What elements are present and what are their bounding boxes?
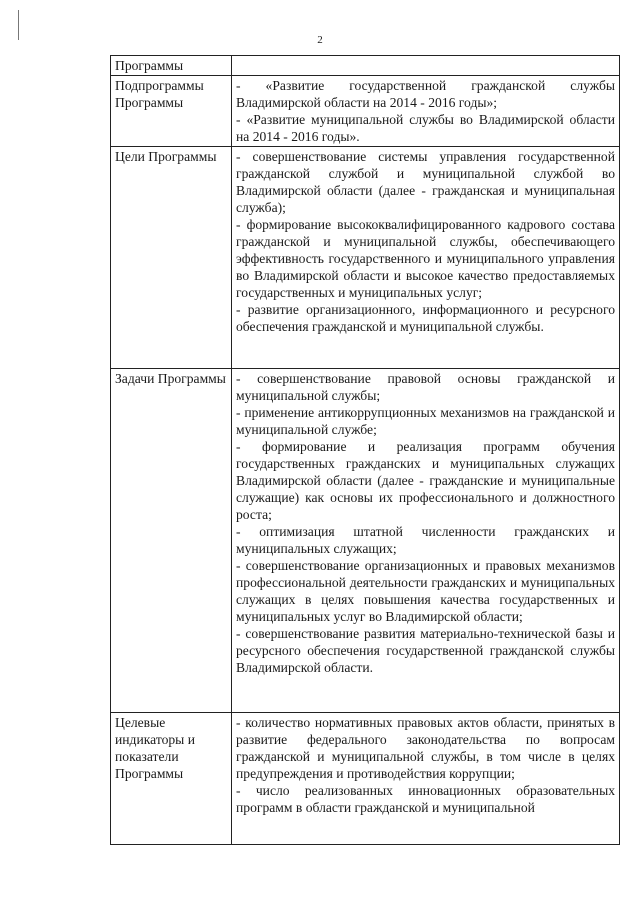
- indicator-item: - число реализованных инновационных образовательных программ в области гражданской и муниципальной: [236, 783, 615, 815]
- table-row-program: [111, 56, 620, 76]
- task-item: - применение антикоррупционных механизмов на гражданской и муниципальной службе;: [236, 405, 615, 437]
- label-program: Программы: [111, 56, 232, 76]
- task-item: - совершенствование организационных и правовых механизмов профессиональной деятельности гражданских и муниципальных служащих в целях повышения качества государственных и муниципальных услуг во Владимирской области;: [236, 558, 615, 624]
- table-row-indicators: [111, 713, 620, 845]
- content-tasks: [232, 369, 620, 713]
- table-row-subprograms: [111, 76, 620, 147]
- subprogram-item: - «Развитие государственной гражданской службы Владимирской области на 2014 - 2016 годы»;: [236, 78, 615, 110]
- goal-item: - формирование высококвалифицированного кадрового состава гражданской и муниципальной службы, обеспечивающего эффективность государственного и муниципального управления во Владимирской области и высокое качество предоставляемых государственных и муниципальных услуг;: [236, 217, 615, 300]
- subprogram-item: - «Развитие муниципальной службы во Владимирской области на 2014 - 2016 годы».: [236, 112, 615, 144]
- content-goals: [232, 147, 620, 369]
- label-subprograms: Подпрограммы Программы: [111, 76, 232, 147]
- content-program: [232, 56, 620, 76]
- goal-item: - развитие организационного, информационного и ресурсного обеспечения гражданской и муниципальной службы.: [236, 302, 615, 334]
- task-item: - формирование и реализация программ обучения государственных гражданских и муниципальных служащих Владимирской области (далее - гражданские и муниципальные служащие) как основы их профессионального и должностного роста;: [236, 439, 615, 522]
- goal-item: - совершенствование системы управления государственной гражданской службой и муниципальной службой во Владимирской области (далее - гражданская и муниципальная служба);: [236, 149, 615, 215]
- label-tasks: Задачи Программы: [111, 369, 232, 713]
- label-goals: Цели Программы: [111, 147, 232, 369]
- indicator-item: - количество нормативных правовых актов области, принятых в развитие федерального законодательства по вопросам гражданской и муниципальной службы, в том числе в целях предупреждения и противодействия коррупции;: [236, 715, 615, 781]
- content-indicators: [232, 713, 620, 845]
- task-item: - оптимизация штатной численности гражданских и муниципальных служащих;: [236, 524, 615, 556]
- task-item: - совершенствование развития материально-технической базы и ресурсного обеспечения государственной гражданской службы Владимирской области.: [236, 626, 615, 675]
- program-passport-table: [110, 55, 620, 845]
- content-subprograms: [232, 76, 620, 147]
- label-indicators: Целевые индикаторы и показатели Программы: [111, 713, 232, 845]
- table-row-goals: [111, 147, 620, 369]
- table-row-tasks: [111, 369, 620, 713]
- task-item: - совершенствование правовой основы гражданской и муниципальной службы;: [236, 371, 615, 403]
- page-number: 2: [317, 34, 323, 46]
